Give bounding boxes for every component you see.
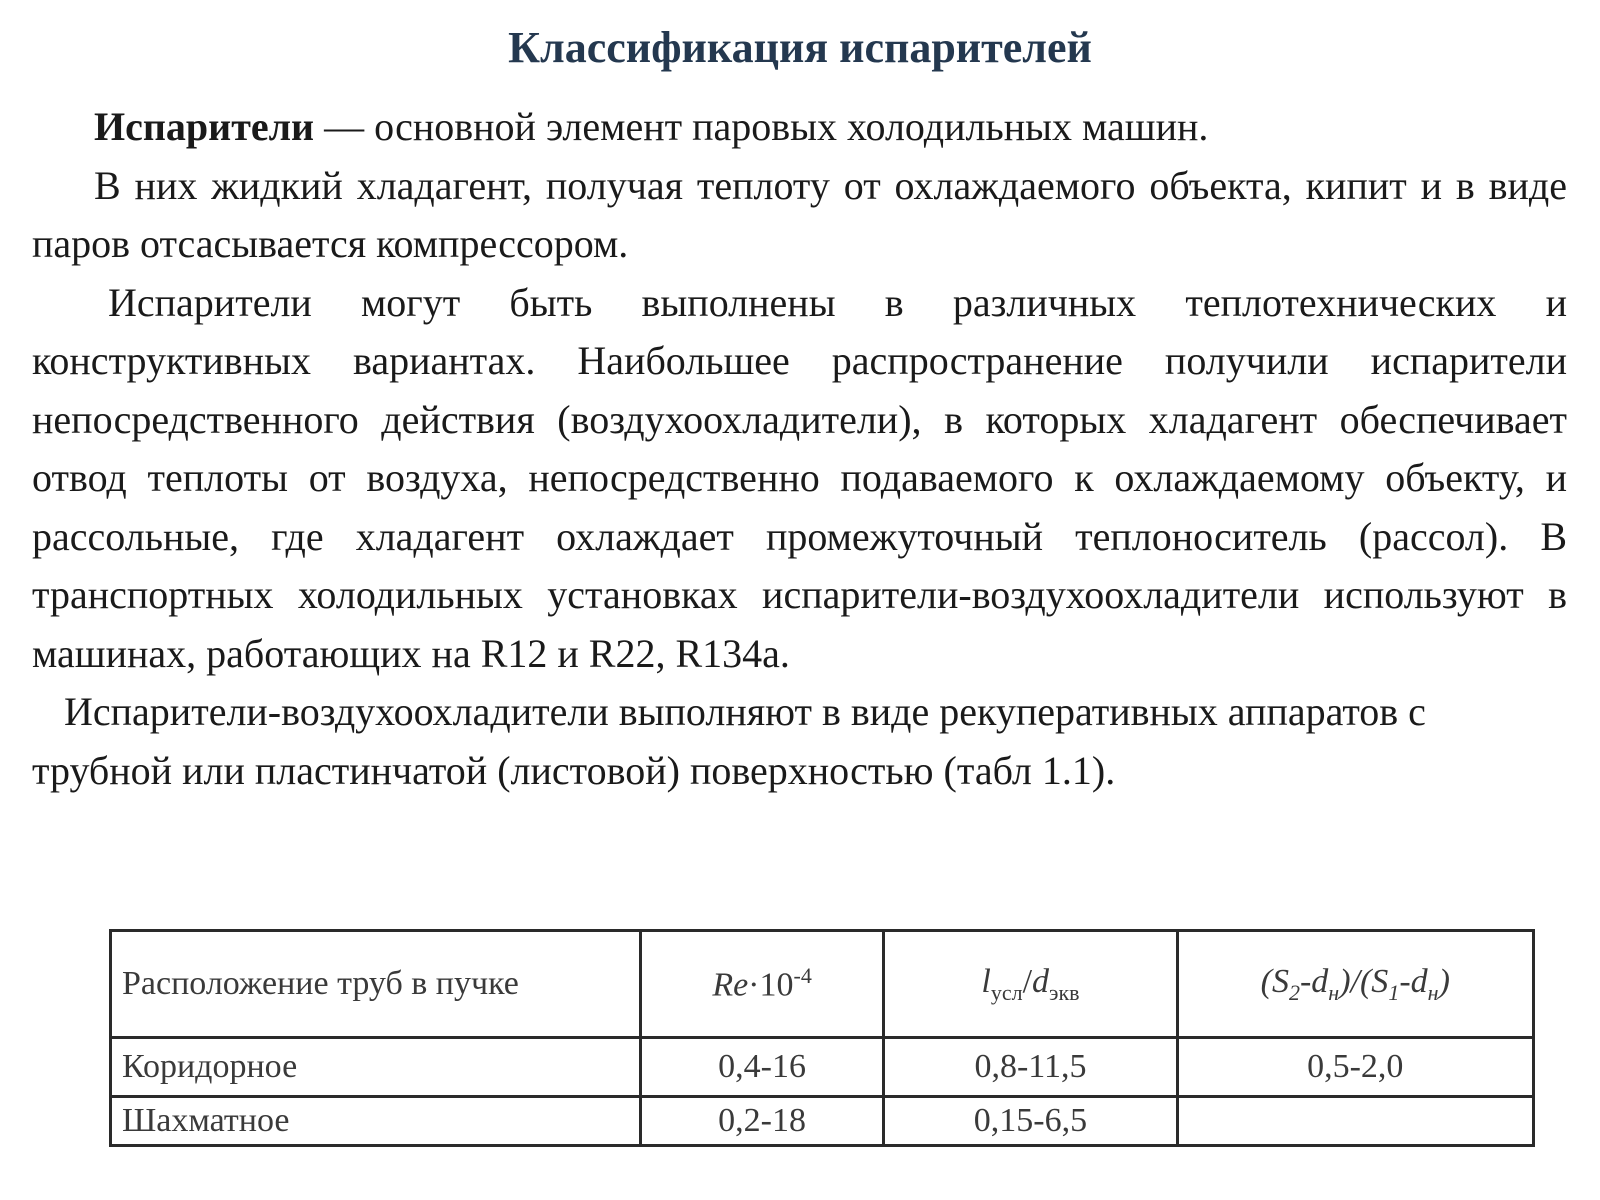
- term-bold: Испарители: [94, 104, 315, 149]
- page-title: Классификация испарителей: [508, 23, 1092, 72]
- length-subscript: усл: [990, 979, 1023, 1005]
- paragraph-variants: Испарители могут быть выполнены в различных теплотехнических и конструктивных вариантах. Наибольшее распространение получили испарители непосредственного действия (воздухоохладители), в которых хладагент обеспечивает отвод теплоты от воздуха, непосредственно подаваемого к охлаждаемому объекту, и рассольные, где хладагент охлаждает промежуточный теплоноситель (рассол). В транспортных холодильных установках испарители-воздухоохладители используют в машинах, работающих на R12 и R22, R134a.: [32, 279, 1567, 676]
- reynolds-exponent: -4: [793, 963, 812, 989]
- pitch-mid-1: -d: [1299, 962, 1329, 1000]
- definition-text: — основной элемент паровых холодильных машин.: [314, 104, 1209, 149]
- cell-length-ratio: 0,15-6,5: [884, 1097, 1177, 1146]
- pitch-dh-subscript-1: н: [1328, 979, 1340, 1005]
- cell-pitch-ratio: [1177, 1097, 1533, 1146]
- header-length-ratio: [884, 931, 1177, 1038]
- paragraph-design: Испарители-воздухоохладители выполняют в виде рекуперативных аппаратов с трубной или пластинчатой (листовой) поверхностью (табл 1.1).: [32, 689, 1426, 793]
- ratio-separator: /: [1022, 962, 1033, 1000]
- pitch-s1-subscript: 1: [1388, 979, 1400, 1005]
- pitch-mid-3: -d: [1399, 962, 1428, 1000]
- table-row: [111, 1097, 1534, 1146]
- pitch-s2-subscript: 2: [1288, 979, 1300, 1005]
- cell-reynolds: 0,4-16: [640, 1038, 884, 1097]
- reynolds-factor: ·10: [748, 966, 794, 1004]
- cell-pitch-ratio: 0,5-2,0: [1177, 1038, 1533, 1097]
- body-text: [32, 98, 1567, 800]
- pitch-dh-subscript-2: н: [1427, 979, 1439, 1005]
- length-symbol: l: [981, 962, 991, 1000]
- reynolds-symbol: Re: [712, 966, 749, 1004]
- pitch-open: (S: [1260, 962, 1289, 1000]
- paragraph-function: В них жидкий хладагент, получая теплоту от охлаждаемого объекта, кипит и в виде паров отсасывается компрессором.: [32, 162, 1567, 266]
- pitch-close: ): [1438, 962, 1450, 1000]
- header-pitch-ratio: [1177, 931, 1533, 1038]
- header-reynolds: [640, 931, 884, 1038]
- table-container: [109, 929, 1535, 1147]
- table-header-row: [111, 931, 1534, 1038]
- cell-arrangement: Шахматное: [111, 1097, 641, 1146]
- header-arrangement: Расположение труб в пучке: [111, 931, 641, 1038]
- paragraph-definition: [32, 98, 1567, 157]
- diameter-symbol: d: [1032, 962, 1050, 1000]
- cell-arrangement: Коридорное: [111, 1038, 641, 1097]
- tube-arrangement-table: [109, 929, 1535, 1147]
- cell-length-ratio: 0,8-11,5: [884, 1038, 1177, 1097]
- cell-reynolds: 0,2-18: [640, 1097, 884, 1146]
- table-row: [111, 1038, 1534, 1097]
- pitch-mid-2: )/(S: [1339, 962, 1389, 1000]
- diameter-subscript: экв: [1049, 979, 1080, 1005]
